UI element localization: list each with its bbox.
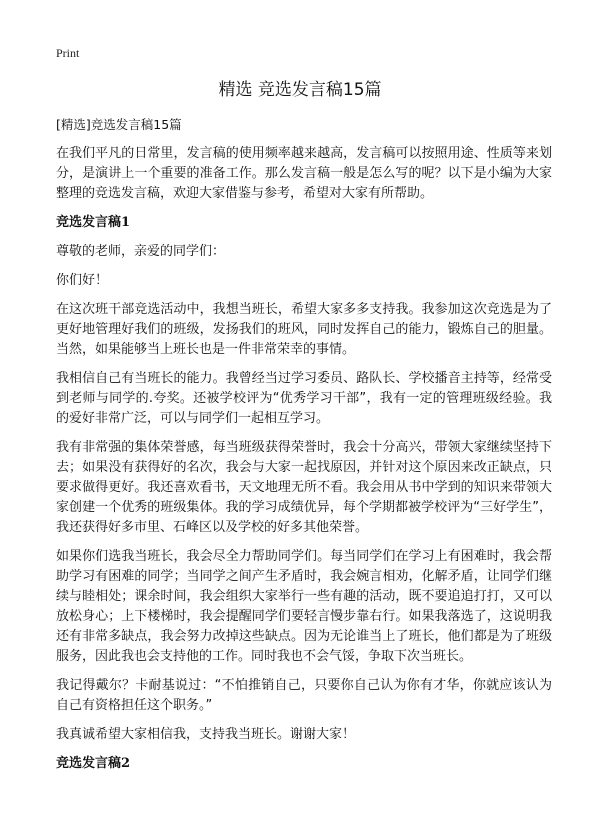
section-heading-2: 竞选发言稿2 <box>56 756 131 771</box>
body-paragraph: 我相信自己有当班长的能力。我曾经当过学习委员、路队长、学校播音主持等，经常受到老师与同学的.夸奖。还被学校评为“优秀学习干部”，我有一定的管理班级经验。我的爱好非常广泛，可以与同学们一起相互学习。 <box>56 371 552 426</box>
body-paragraph: 我有非常强的集体荣誉感，每当班级获得荣誉时，我会十分高兴，带领大家继续坚持下去；如果没有获得好的名次，我会与大家一起找原因，并针对这个原因来改正缺点，只要求做得更好。我还喜欢看书，天文地理无所不看。我会用从书中学到的知识来带领大家创建一个优秀的班级集体。我的学习成绩优异，每个学期都被学校评为“三好学生”，我还获得好多市里、石峰区以及学校的好多其他荣誉。 <box>56 440 552 535</box>
page-title: 精选 竞选发言稿15篇 <box>218 80 382 100</box>
body-paragraph: 在这次班干部竞选活动中，我想当班长，希望大家多多支持我。我参加这次竞选是为了更好地管理好我们的班级，发扬我们的班风，同时发挥自己的能力，锻炼自己的胆量。当然，如果能够当上班长也是一件非常荣幸的事情。 <box>56 302 552 357</box>
document-body <box>56 116 552 783</box>
salutation-paragraph: 尊敬的老师，亲爱的同学们： <box>56 244 226 259</box>
print-link[interactable]: Print <box>56 46 80 60</box>
section-heading-1: 竞选发言稿1 <box>56 215 131 230</box>
intro-paragraph: 在我们平凡的日常里，发言稿的使用频率越来越高，发言稿可以按照用途、性质等来划分，是演讲上一个重要的准备工作。那么发言稿一般是怎么写的呢？以下是小编为大家整理的竞选发言稿，欢迎大家借鉴与参考，希望对大家有所帮助。 <box>56 146 552 201</box>
document-subtitle: [精选]竞选发言稿15篇 <box>56 117 182 132</box>
body-paragraph: 如果你们选我当班长，我会尽全力帮助同学们。每当同学们在学习上有困难时，我会帮助学习有困难的同学；当同学之间产生矛盾时，我会婉言相劝，化解矛盾，让同学们继续与睦相处；课余时间，我会组织大家举行一些有趣的活动，既不要追追打打，又可以放松身心；上下楼梯时，我会提醒同学们要轻言慢步靠右行。如果我落选了，这说明我还有非常多缺点，我会努力改掉这些缺点。因为无论谁当上了班长，他们都是为了班级服务，因此我也会支持他的工作。同时我也不会气馁，争取下次当班长。 <box>56 549 552 664</box>
greeting-paragraph: 你们好！ <box>56 273 109 288</box>
quote-paragraph: 我记得戴尔？卡耐基说过：“不怕推销自己，只要你自己认为你有才华，你就应该认为自己有资格担任这个职务。” <box>56 678 552 713</box>
closing-paragraph: 我真诚希望大家相信我，支持我当班长。谢谢大家！ <box>56 727 356 742</box>
